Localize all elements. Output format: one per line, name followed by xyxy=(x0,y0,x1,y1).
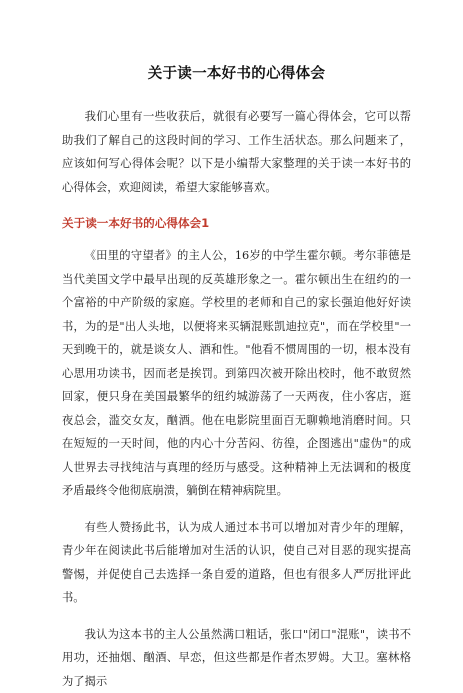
section-heading: 关于读一本好书的心得体会1 xyxy=(62,212,411,234)
body-paragraph-1: 《田里的守望者》的主人公，16岁的中学生霍尔顿。考尔菲德是当代美国文学中最早出现的反英雄形象之一。霍尔顿出生在纽约的一个富裕的中产阶级的家庭。学校里的老师和自己的家长强迫他好好读书，为的是"出人头地，以便将来买辆混账凯迪拉克"，而在学校里"一天到晚干的，就是谈女人、酒和性。"他看不惯周围的一切，根本没有心思用功读书，因而老是挨罚。到第四次被开除出校时，他不敢贸然回家，便只身在美国最繁华的纽约城游荡了一天两夜，住小客店，逛夜总会，滥交女友，酗酒。他在电影院里面百无聊赖地消磨时间。只在短短的一天时间，他的内心十分苦闷、彷徨，企图逃出"虚伪"的成人世界去寻找纯洁与真理的经历与感受。这种精神上无法调和的极度矛盾最终令他彻底崩溃，躺倒在精神病院里。 xyxy=(62,244,411,503)
intro-paragraph: 我们心里有一些收获后，就很有必要写一篇心得体会，它可以帮助我们了解自己的这段时间的学习、工作生活状态。那么问题来了，应该如何写心得体会呢？以下是小编帮大家整理的关于读一本好书的心得体会，欢迎阅读，希望大家能够喜欢。 xyxy=(62,105,411,199)
body-paragraph-2: 有些人赞扬此书，认为成人通过本书可以增加对青少年的理解，青少年在阅读此书后能增加对生活的认识，使自己对目恶的现实提高警惕，并促使自己去选择一条自爱的道路，但也有很多人严厉批评此书。 xyxy=(62,516,411,610)
body-paragraph-3: 我认为这本书的主人公虽然满口粗话，张口"闭口"混账"，读书不用功，还抽烟、酗酒、早恋，但这些都是作者杰罗姆。大卫。塞林格为了揭示 xyxy=(62,623,411,693)
document-title: 关于读一本好书的心得体会 xyxy=(62,62,411,83)
